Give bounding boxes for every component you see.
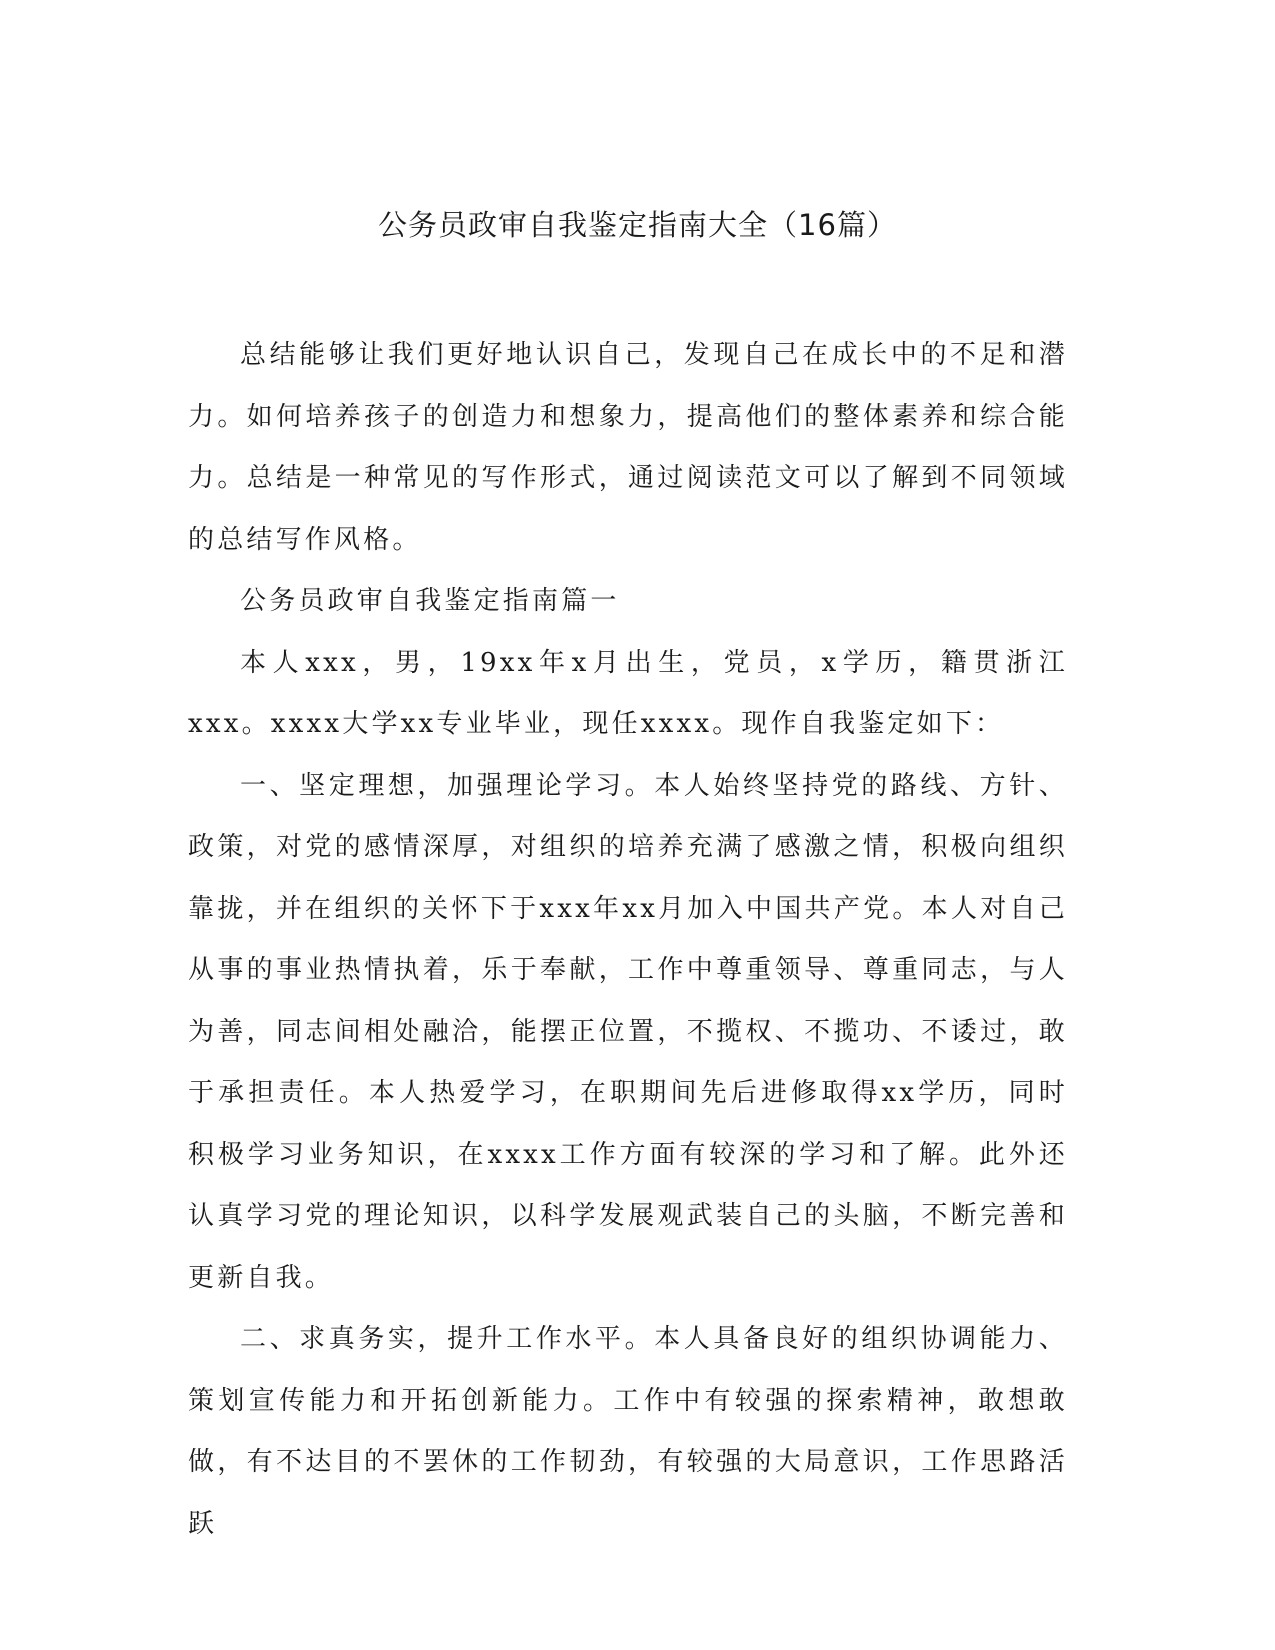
paragraph-point-one: 一、坚定理想，加强理论学习。本人始终坚持党的路线、方针、政策，对党的感情深厚，对组织的培养充满了感激之情，积极向组织靠拢，并在组织的关怀下于xxx年xx月加入中国共产党。本人对自己从事的事业热情执着，乐于奉献，工作中尊重领导、尊重同志，与人为善，同志间相处融洽，能摆正位置，不揽权、不揽功、不诿过，敢于承担责任。本人热爱学习，在职期间先后进修取得xx学历，同时积极学习业务知识，在xxxx工作方面有较深的学习和了解。此外还认真学习党的理论知识，以科学发展观武装自己的头脑，不断完善和更新自我。	[188, 770, 1068, 1293]
paragraph-point-two: 二、求真务实，提升工作水平。本人具备良好的组织协调能力、策划宣传能力和开拓创新能力。工作中有较强的探索精神，敢想敢做，有不达目的不罢休的工作韧劲，有较强的大局意识，工作思路活跃	[188, 1324, 1068, 1539]
paragraph-personal-info: 本人xxx，男，19xx年x月出生，党员，x学历，籍贯浙江xxx。xxxx大学xx专业毕业，现任xxxx。现作自我鉴定如下：	[188, 647, 1068, 739]
paragraph-intro: 总结能够让我们更好地认识自己，发现自己在成长中的不足和潜力。如何培养孩子的创造力和想象力，提高他们的整体素养和综合能力。总结是一种常见的写作形式，通过阅读范文可以了解到不同领域的总结写作风格。	[188, 340, 1068, 555]
document-title: 公务员政审自我鉴定指南大全（16篇）	[378, 208, 897, 242]
section-heading: 公务员政审自我鉴定指南篇一	[240, 586, 620, 616]
document-body	[188, 325, 1068, 1555]
